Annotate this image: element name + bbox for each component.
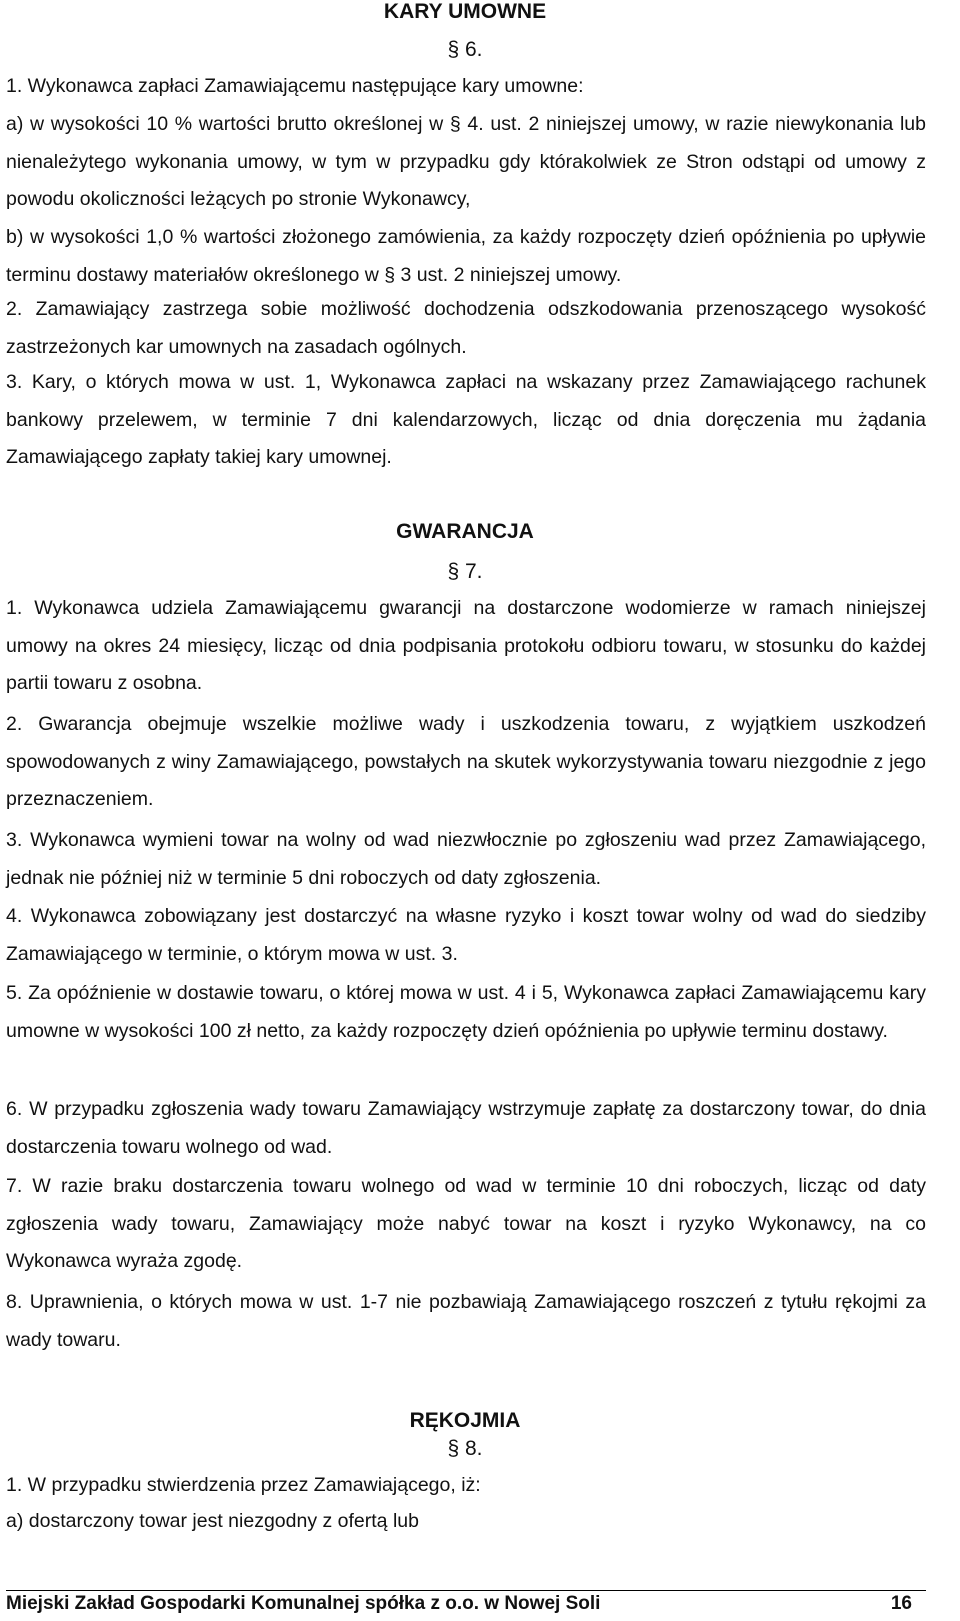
paragraph-rekojmia-a: a) dostarczony towar jest niezgodny z ofertą lub: [6, 1510, 419, 1532]
footer-company-name: Miejski Zakład Gospodarki Komunalnej spółka z o.o. w Nowej Soli: [6, 1593, 601, 1614]
footer-page-number: 16: [890, 1593, 912, 1614]
paragraph-kary-2: 2. Zamawiający zastrzega sobie możliwość dochodzenia odszkodowania przenoszącego wysokość zastrzeżonych kar umownych na zasadach ogólnych.: [6, 298, 926, 358]
section-heading-rekojmia: RĘKOJMIA: [409, 1409, 521, 1432]
section-heading-kary-umowne: KARY UMOWNE: [383, 0, 547, 23]
section-mark-6: § 6.: [447, 38, 483, 61]
page-footer: [6, 1590, 926, 1614]
paragraph-gwarancja-7: 7. W razie braku dostarczenia towaru wolnego od wad w terminie 10 dni roboczych, licząc od daty zgłoszenia wady towaru, Zamawiający może nabyć towar na koszt i ryzyko Wykonawcy, na co Wykonawca wyraża zgodę.: [6, 1175, 926, 1273]
paragraph-gwarancja-3: 3. Wykonawca wymieni towar na wolny od wad niezwłocznie po zgłoszeniu wad przez Zamawiającego, jednak nie później niż w terminie 5 dni roboczych od daty zgłoszenia.: [6, 829, 926, 889]
paragraph-gwarancja-4: 4. Wykonawca zobowiązany jest dostarczyć na własne ryzyko i koszt towar wolny od wad do siedziby Zamawiającego w terminie, o którym mowa w ust. 3.: [6, 905, 926, 965]
paragraph-kary-b: b) w wysokości 1,0 % wartości złożonego zamówienia, za każdy rozpoczęty dzień opóźnienia po upływie terminu dostawy materiałów określonego w § 3 ust. 2 niniejszej umowy.: [6, 226, 926, 286]
paragraph-gwarancja-1: 1. Wykonawca udziela Zamawiającemu gwarancji na dostarczone wodomierze w ramach niniejszej umowy na okres 24 miesięcy, licząc od dnia podpisania protokołu odbioru towaru, w stosunku do każdej partii towaru z osobna.: [6, 597, 926, 695]
paragraph-kary-a: a) w wysokości 10 % wartości brutto określonej w § 4. ust. 2 niniejszej umowy, w razie niewykonania lub nienależytego wykonania umowy, w tym w przypadku gdy którakolwiek ze Stron odstąpi od umowy z powodu okoliczności leżących po stronie Wykonawcy,: [6, 113, 926, 211]
paragraph-rekojmia-1: 1. W przypadku stwierdzenia przez Zamawiającego, iż:: [6, 1474, 481, 1496]
section-mark-7: § 7.: [447, 560, 483, 583]
paragraph-kary-3: 3. Kary, o których mowa w ust. 1, Wykonawca zapłaci na wskazany przez Zamawiającego rachunek bankowy przelewem, w terminie 7 dni kalendarzowych, licząc od dnia doręczenia mu żądania Zamawiającego zapłaty takiej kary umownej.: [6, 371, 926, 469]
section-mark-8: § 8.: [447, 1437, 483, 1460]
paragraph-gwarancja-8: 8. Uprawnienia, o których mowa w ust. 1-7 nie pozbawiają Zamawiającego roszczeń z tytułu rękojmi za wady towaru.: [6, 1291, 926, 1351]
paragraph-gwarancja-5: 5. Za opóźnienie w dostawie towaru, o której mowa w ust. 4 i 5, Wykonawca zapłaci Zamawiającemu kary umowne w wysokości 100 zł netto, za każdy rozpoczęty dzień opóźnienia po upływie terminu dostawy.: [6, 982, 926, 1042]
paragraph-gwarancja-6: 6. W przypadku zgłoszenia wady towaru Zamawiający wstrzymuje zapłatę za dostarczony towar, do dnia dostarczenia towaru wolnego od wad.: [6, 1098, 926, 1158]
paragraph-kary-1: 1. Wykonawca zapłaci Zamawiającemu następujące kary umowne:: [6, 75, 584, 97]
section-heading-gwarancja: GWARANCJA: [396, 520, 534, 543]
paragraph-gwarancja-2: 2. Gwarancja obejmuje wszelkie możliwe wady i uszkodzenia towaru, z wyjątkiem uszkodzeń spowodowanych z winy Zamawiającego, powstałych na skutek wykorzystywania towaru niezgodnie z jego przeznaczeniem.: [6, 713, 926, 811]
